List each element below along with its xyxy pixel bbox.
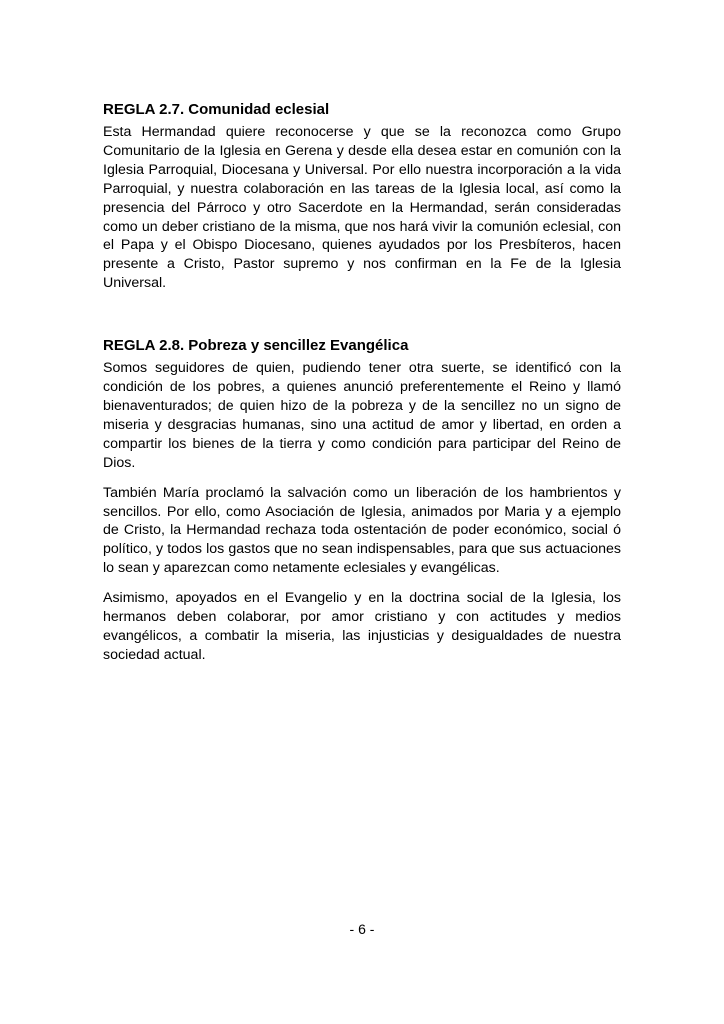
section-title: REGLA 2.7. Comunidad eclesial [103,101,330,118]
page-content [103,100,621,665]
section-regla-2-8 [103,336,621,665]
paragraph: Asimismo, apoyados en el Evangelio y en la doctrina social de la Iglesia, los hermanos deben colaborar, por amor cristiano y con actitudes y medios evangélicos, a combatir la miseria, las injusticias y desigualdades de nuestra sociedad actual. [103,590,621,663]
paragraph: Esta Hermandad quiere reconocerse y que se la reconozca como Grupo Comunitario de la Iglesia en Gerena y desde ella desea estar en comunión con la Iglesia Parroquial, Diocesana y Universal. Por ello nuestra incorporación a la vida Parroquial, y nuestra colaboración en las tareas de la Iglesia local, así como la presencia del Párroco y otro Sacerdote en la Hermandad, serán consideradas como un deber cristiano de la misma, que nos hará vivir la comunión eclesial, con el Papa y el Obispo Diocesano, quienes ayudados por los Presbíteros, hacen presente a Cristo, Pastor supremo y nos confirman en la Fe de la Iglesia Universal. [103,124,621,292]
section-title: REGLA 2.8. Pobreza y sencillez Evangélica [103,337,409,355]
paragraph: Somos seguidores de quien, pudiendo tener otra suerte, se identificó con la condición de los pobres, a quienes anunció preferentemente el Reino y llamó bienaventurados; de quien hizo de la pobreza y de la sencillez no un signo de miseria y desgracias humanas, sino una actitud de amor y libertad, en orden a compartir los bienes de la tierra y como condición para participar del Reino de Dios. [103,360,621,471]
page-number: - 6 - [349,921,375,937]
paragraph: También María proclamó la salvación como un liberación de los hambrientos y sencillos. Por ello, como Asociación de Iglesia, animados por Maria y a ejemplo de Cristo, la Hermandad rechaza toda ostentación de poder económico, social ó político, y todos los gastos que no sean indispensables, para que sus actuaciones lo sean y aparezcan como netamente eclesiales y evangélicas. [103,484,621,577]
section-regla-2-7 [103,100,621,293]
